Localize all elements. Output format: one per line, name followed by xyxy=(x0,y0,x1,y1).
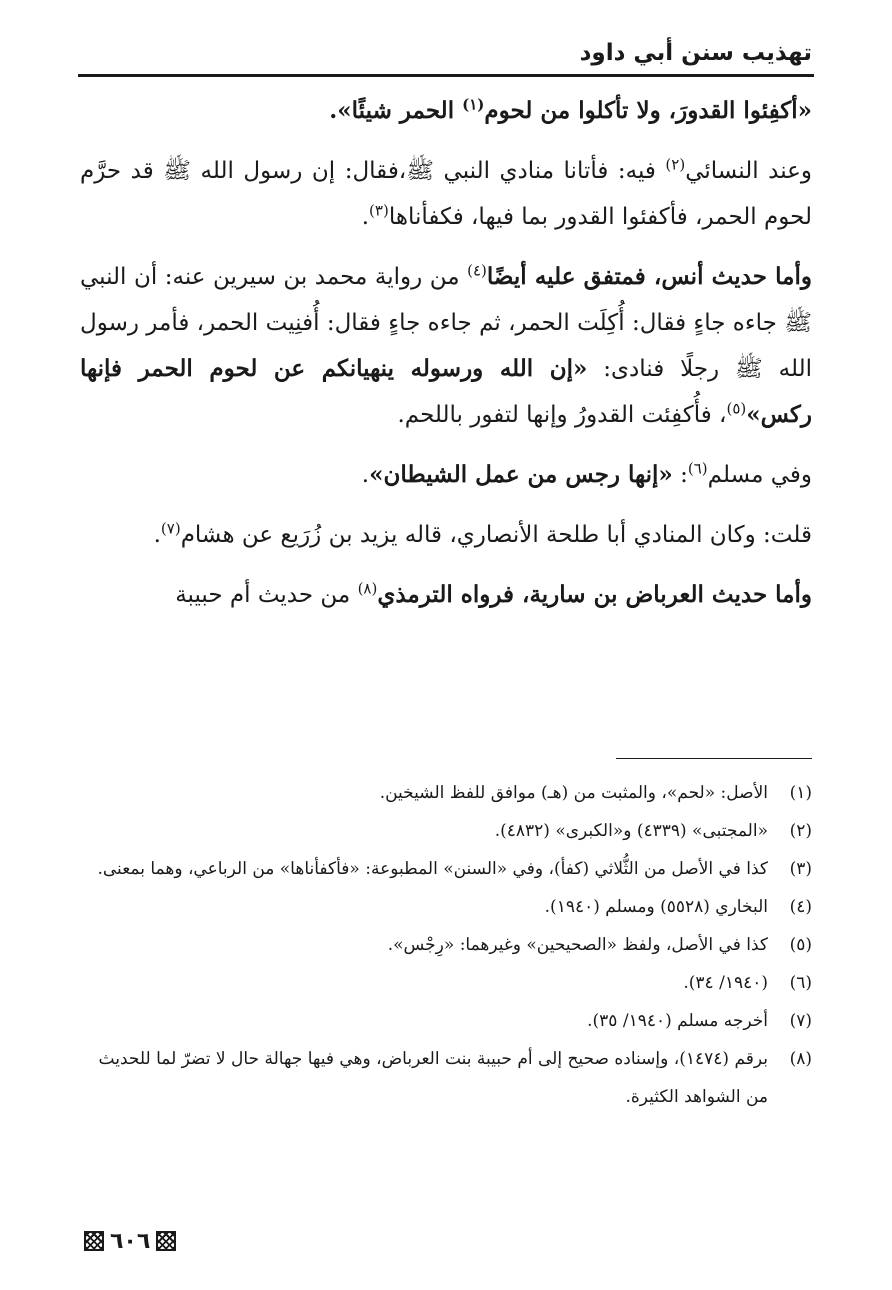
page-number-block xyxy=(84,1226,176,1256)
footnote-item xyxy=(80,850,812,888)
text-run: وفي مسلم xyxy=(707,462,812,488)
footnote-text: كذا في الأصل من الثُّلاثي (كفأ)، وفي «السنن» المطبوعة: «فأكفأناها» من الرباعي، وهما بمعنى. xyxy=(97,859,768,879)
ornament-icon xyxy=(156,1231,176,1251)
paragraph-4 xyxy=(80,452,812,498)
footnote-separator xyxy=(616,758,812,759)
footnote-text: أخرجه مسلم (١٩٤٠/ ٣٥). xyxy=(587,1011,768,1031)
hadith-text: الحمر شيئًا». xyxy=(329,97,463,124)
footnote-text: «المجتبى» (٤٣٣٩) و«الكبرى» (٤٨٣٢). xyxy=(494,821,768,841)
footnote-text: البخاري (٥٥٢٨) ومسلم (١٩٤٠). xyxy=(544,897,768,917)
paragraph-2 xyxy=(80,148,812,240)
text-run: وأما حديث أنس، فمتفق عليه أيضًا xyxy=(486,263,812,290)
footnote-ref[interactable]: (٨) xyxy=(357,579,378,598)
footnotes-list xyxy=(80,774,812,1116)
footnote-ref[interactable]: (٦) xyxy=(687,459,708,478)
running-header xyxy=(78,38,814,77)
footnote-number: (٧) xyxy=(789,1011,812,1031)
footnote-number: (٨) xyxy=(789,1049,812,1069)
text-run: فيه: فأتانا منادي النبي ﷺ،فقال: إن رسول الله ﷺ قد حرَّم لحوم الحمر، فأكفئوا القدور بما فيها، فكفأناها xyxy=(80,158,812,230)
paragraph-5 xyxy=(80,512,812,558)
footnote-item xyxy=(80,888,812,926)
paragraph-6 xyxy=(80,572,812,618)
footnote-ref[interactable]: (٥) xyxy=(726,399,747,418)
paragraph-3 xyxy=(80,254,812,438)
text-run: . xyxy=(361,462,370,488)
footnote-item xyxy=(80,1002,812,1040)
book-title: تهذيب سنن أبي داود xyxy=(579,40,812,66)
footnote-text: الأصل: «لحم»، والمثبت من (هـ) موافق للفظ الشيخين. xyxy=(379,783,768,803)
footnote-number: (٤) xyxy=(789,897,812,917)
hadith-text: «أكفِئوا القدورَ، ولا تأكلوا من لحوم xyxy=(484,97,812,124)
footnote-ref[interactable]: (٢) xyxy=(665,155,686,174)
text-run: قلت: وكان المنادي أبا طلحة الأنصاري، قاله يزيد بن زُرَيع عن هشام xyxy=(180,522,812,548)
footnote-text: برقم (١٤٧٤)، وإسناده صحيح إلى أم حبيبة بنت العرباض، وهي فيها جهالة حال لا تضرّ لما للحديث من الشواهد الكثيرة. xyxy=(98,1049,768,1107)
footnote-item xyxy=(80,964,812,1002)
footnote-ref[interactable]: (١) xyxy=(462,95,485,114)
footnote-number: (٦) xyxy=(789,973,812,993)
footnote-number: (٥) xyxy=(789,935,812,955)
text-run: : xyxy=(672,462,688,488)
text-run: . xyxy=(361,204,370,230)
paragraph-1 xyxy=(80,88,812,134)
page-number: ٦٠٦ xyxy=(110,1228,151,1254)
main-text xyxy=(80,88,812,632)
text-run: وأما حديث العرباض بن سارية، فرواه الترمذي xyxy=(377,581,812,608)
footnote-item xyxy=(80,926,812,964)
footnote-number: (٢) xyxy=(789,821,812,841)
text-run: وعند النسائي xyxy=(685,158,813,184)
footnote-number: (١) xyxy=(789,783,812,803)
footnote-number: (٣) xyxy=(789,859,812,879)
footnote-ref[interactable]: (٤) xyxy=(467,261,487,280)
footnote-text: (١٩٤٠/ ٣٤). xyxy=(683,973,768,993)
footnote-item xyxy=(80,1040,812,1116)
hadith-text: «إن الله ورسوله ينهيانكم عن لحوم الحمر فإنها ركس» xyxy=(80,355,812,428)
text-run: من رواية محمد بن سيرين عنه: أن النبي ﷺ جاءه جاءٍ فقال: أُكِلَت الحمر، ثم جاءه جاءٍ فقال: أُفنِيت الحمر، فأمر رسول الله ﷺ رجلًا فنادى: xyxy=(80,264,813,382)
footnote-ref[interactable]: (٣) xyxy=(369,201,389,220)
ornament-icon xyxy=(84,1231,104,1251)
text-run: من حديث أم حبيبة xyxy=(175,582,358,608)
footnote-item xyxy=(80,812,812,850)
footnote-item xyxy=(80,774,812,812)
text-run: . xyxy=(153,522,161,548)
hadith-text: «إنها رجس من عمل الشيطان» xyxy=(369,461,673,488)
footnote-text: كذا في الأصل، ولفظ «الصحيحين» وغيرهما: «رِجْس». xyxy=(387,935,768,955)
footnote-ref[interactable]: (٧) xyxy=(160,519,181,538)
text-run: ، فأُكفِئت القدورُ وإنها لتفور باللحم. xyxy=(397,402,727,428)
